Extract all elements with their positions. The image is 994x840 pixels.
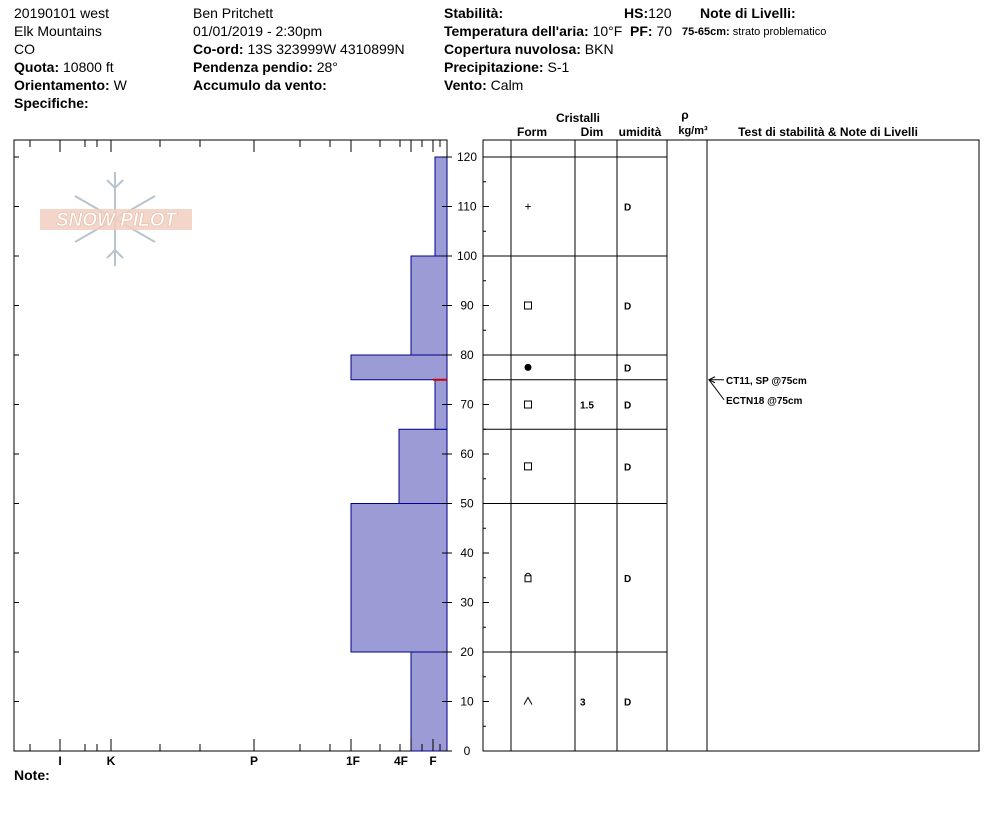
hardness-bar [411,652,447,751]
plot-frame [14,140,447,751]
crystal-form-depth-hoar-icon [524,698,532,705]
hardness-label-i: I [58,754,62,768]
hardness-label-k: K [106,754,116,768]
aspect-label: Orientamento: [14,77,110,93]
layer-row [525,462,632,473]
stability-test-label: ECTN18 @75cm [726,395,803,407]
moisture-value: D [624,462,632,474]
layer-row [525,363,632,374]
header-range: Elk Mountains [14,23,102,39]
snowpilot-logo [40,172,192,266]
stability-test-leader [709,380,724,400]
hardness-bar [411,256,447,355]
layer-row [524,200,631,214]
hardness-label-f: F [429,754,437,768]
header-density-unit: kg/m³ [678,125,708,137]
layer-note-range: 75-65cm: [682,26,730,38]
logo-text: SNOW PILOT [55,210,177,231]
precip-value: S-1 [547,59,570,75]
layer-table [483,108,979,751]
hardness-label-1f: 1F [345,754,361,768]
hardness-bar [399,429,447,503]
layer-row [525,302,632,313]
hardness-plot [14,140,447,751]
hardness-bar [351,504,447,653]
precip-label: Precipitazione: [444,59,544,75]
header-form: Form [517,125,547,139]
header-dim: Dim [580,125,604,139]
wind-value: Calm [490,77,524,93]
layer-row [525,573,631,585]
moisture-value: D [624,400,632,412]
header-crystals: Cristalli [555,111,601,125]
crystal-dim: 3 [580,697,586,709]
y-tick-label: 110 [457,199,477,214]
elevation-value: 10800 ft [63,59,114,75]
layer-notes-title: Note di Livelli: [700,5,796,21]
moisture-value: D [624,697,632,709]
crystal-form-faceted-rounded-icon [525,573,531,582]
crystal-dim: 1.5 [580,400,594,412]
y-tick-label: 60 [460,447,474,461]
y-tick-label: 70 [460,397,474,412]
pf-label: PF: [630,23,653,39]
y-tick-label: 120 [456,150,478,164]
coords-label: Co-ord: [193,41,244,57]
moisture-value: D [624,202,632,214]
wind-load-label: Accumulo da vento: [193,77,327,93]
hs-label: HS: [624,5,649,21]
observation-datetime: 01/01/2019 - 2:30pm [193,23,323,39]
aspect-value: W [113,77,127,93]
y-tick-label: 50 [460,496,474,511]
air-temp-label: Temperatura dell'aria: [444,23,589,39]
slope-value: 28° [316,59,338,75]
layer-note-text: strato problematico [732,26,827,38]
y-tick-label: 10 [460,694,474,709]
hs-value: 120 [648,5,672,21]
moisture-value: D [624,363,632,375]
slope-label: Pendenza pendio: [193,59,313,75]
stability-test-label: CT11, SP @75cm [726,375,807,387]
y-tick-label: 40 [460,546,474,560]
layer-row [524,698,631,709]
y-tick-label: 100 [456,249,478,263]
crystal-form-faceted-icon [525,463,532,470]
hardness-bar [351,355,447,380]
air-temp-value: 10°F [592,23,623,39]
header-state: CO [14,41,35,57]
y-tick-label: 90 [460,298,474,313]
header-moisture: umidità [618,125,662,139]
footer-note-label: Note: [14,767,50,783]
wind-label: Vento: [444,77,487,93]
y-tick-label: 80 [460,348,474,362]
header-stability-notes: Test di stabilità & Note di Livelli [738,125,918,139]
pf-value: 70 [656,23,673,39]
y-tick-label: 20 [460,645,474,659]
hardness-label-p: P [249,754,259,768]
crystal-form-melt-icon [525,364,532,371]
crystal-form-precip-icon: + [524,199,532,214]
y-tick-label: 0 [463,744,471,758]
crystal-form-faceted-icon [525,302,532,309]
stability-label: Stabilità: [444,5,504,21]
elevation-label: Quota: [14,59,60,75]
header-date-site: 20190101 west [14,5,109,21]
moisture-value: D [624,573,632,585]
cloud-label: Copertura nuvolosa: [444,41,581,57]
moisture-value: D [624,301,632,313]
observer-name: Ben Pritchett [193,5,274,21]
y-tick-label: 30 [460,595,474,610]
coords-value: 13S 323999W 4310899N [247,41,405,57]
header-rho: ρ [681,108,689,122]
hardness-label-4f: 4F [393,754,409,768]
cloud-value: BKN [584,41,614,57]
table-frame [483,140,979,751]
crystal-form-faceted-icon [525,401,532,408]
layer-row [525,401,632,412]
specifics-label: Specifiche: [14,95,89,111]
